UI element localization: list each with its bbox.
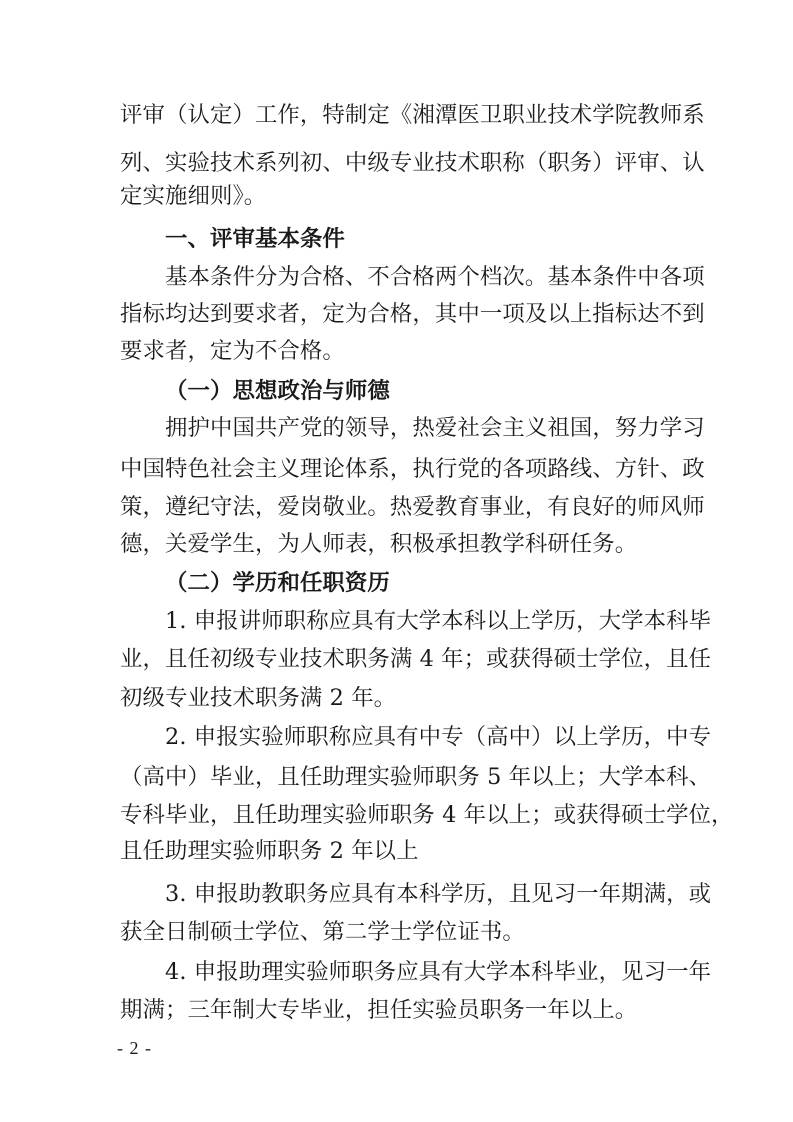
body-text-line: （高中）毕业，且任助理实验师职务 5 年以上；大学本科、	[120, 764, 712, 790]
body-text-line: 专科毕业，且任助理实验师职务 4 年以上；或获得硕士学位，	[120, 802, 734, 828]
body-text-line: 要求者，定为不合格。	[120, 338, 345, 364]
body-text-line: 基本条件分为合格、不合格两个档次。基本条件中各项	[165, 264, 705, 290]
body-text-line: 评审（认定）工作，特制定《湘潭医卫职业技术学院教师系	[120, 102, 705, 128]
body-text-line: 获全日制硕士学位、第二学士学位证书。	[120, 919, 525, 945]
subsection-heading: （一）思想政治与师德	[165, 378, 390, 404]
body-text-line: 拥护中国共产党的领导，热爱社会主义祖国，努力学习	[165, 415, 705, 441]
body-text-line: 列、实验技术系列初、中级专业技术职称（职务）评审、认	[120, 150, 705, 176]
body-text-line: 德，关爱学生，为人师表，积极承担教学科研任务。	[120, 531, 638, 557]
body-text-line: 指标均达到要求者，定为合格，其中一项及以上指标达不到	[120, 301, 705, 327]
body-text-line: 初级专业技术职务满 2 年。	[120, 685, 397, 711]
subsection-heading: （二）学历和任职资历	[165, 570, 390, 596]
body-text-line: 定实施细则》。	[120, 183, 267, 209]
body-text-line: 业，且任初级专业技术职务满 4 年；或获得硕士学位，且任	[120, 646, 712, 672]
body-text-line: 且任助理实验师职务 2 年以上	[120, 838, 419, 864]
section-heading: 一、评审基本条件	[165, 226, 345, 252]
body-text-line: 4. 申报助理实验师职务应具有大学本科毕业，见习一年	[165, 959, 712, 985]
body-text-line: 策，遵纪守法，爱岗敬业。热爱教育事业，有良好的师风师	[120, 494, 705, 520]
page-number: - 2 -	[117, 1038, 152, 1058]
body-text-line: 2. 申报实验师职称应具有中专（高中）以上学历，中专	[165, 724, 712, 750]
body-text-line: 期满；三年制大专毕业，担任实验员职务一年以上。	[120, 997, 638, 1023]
body-text-line: 中国特色社会主义理论体系，执行党的各项路线、方针、政	[120, 456, 705, 482]
body-text-line: 3. 申报助教职务应具有本科学历，且见习一年期满，或	[165, 881, 712, 907]
body-text-line: 1. 申报讲师职称应具有大学本科以上学历，大学本科毕	[165, 608, 712, 634]
